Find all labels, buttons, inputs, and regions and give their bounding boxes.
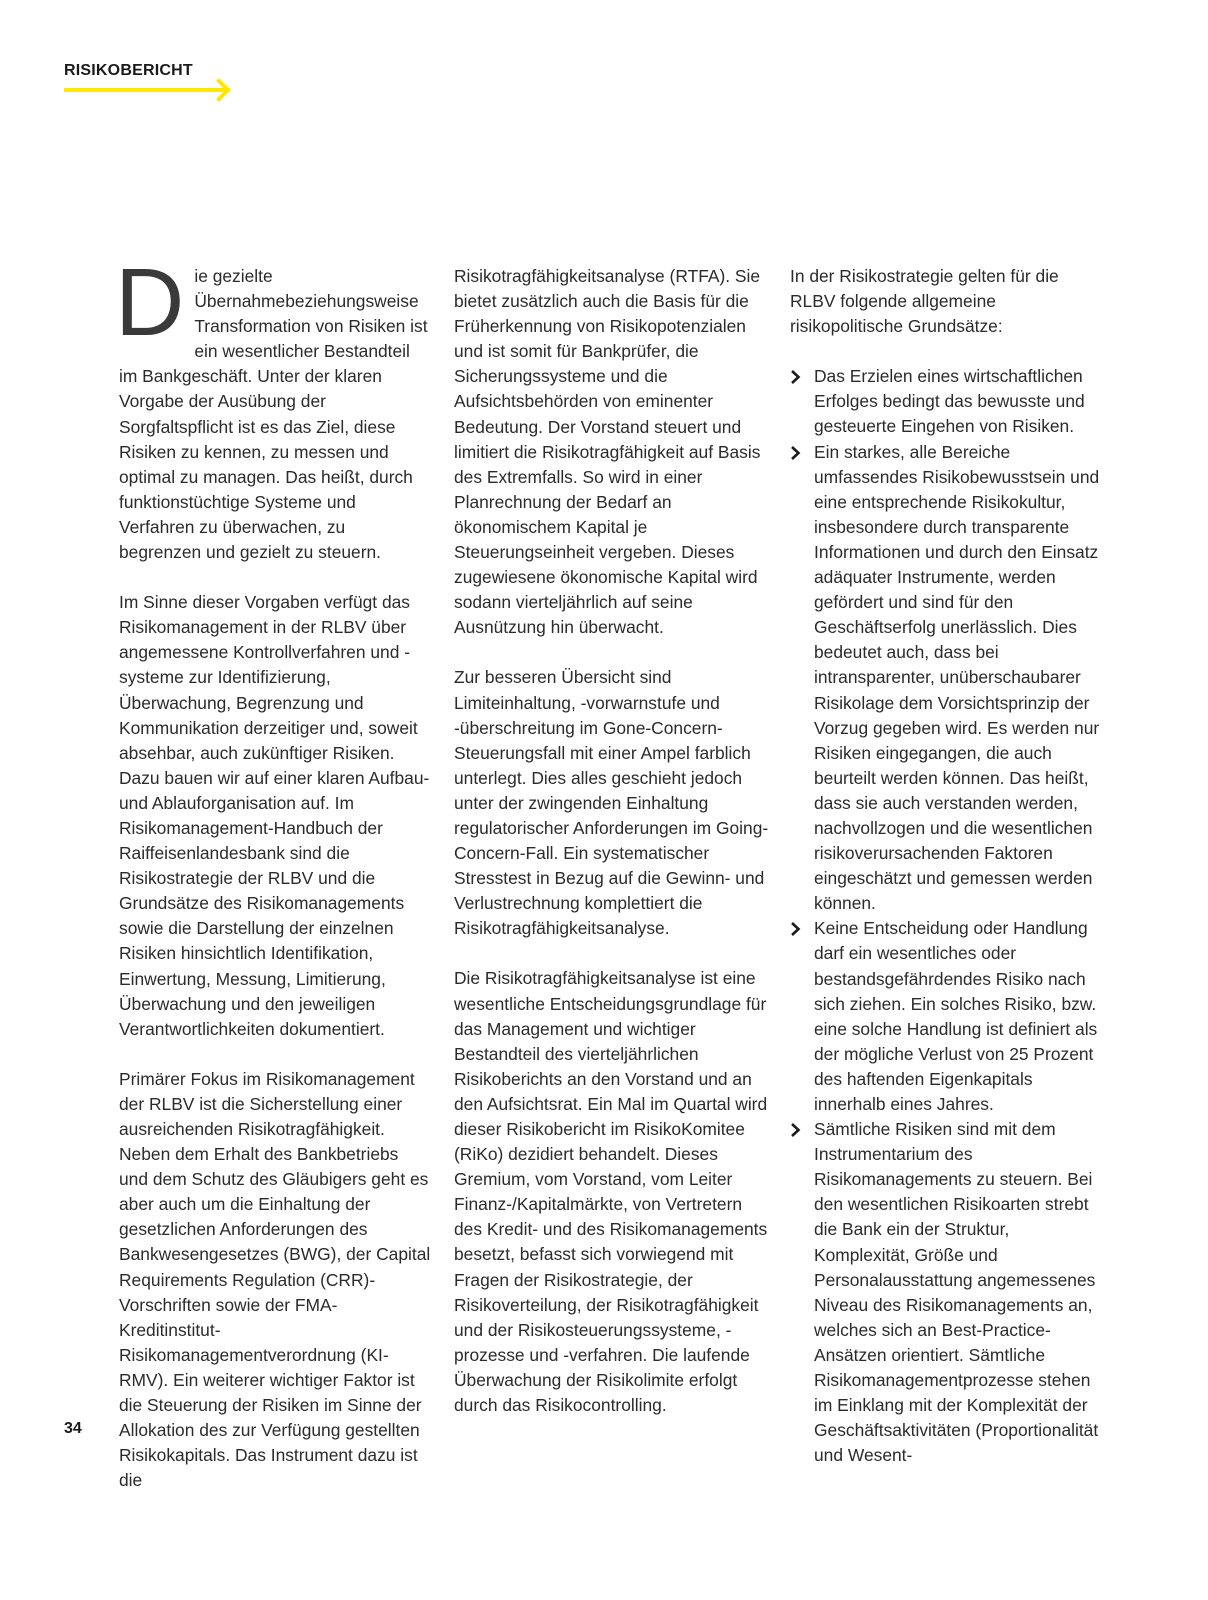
list-item: Das Erzielen eines wirtschaftlichen Erfolges bedingt das bewusste und gesteuerte Eingehen von Risiken.: [790, 364, 1108, 439]
paragraph: Die Risikotragfähigkeitsanalyse ist eine wesentliche Entscheidungsgrundlage für das Management und wichtiger Bestandteil des vierteljährlichen Risikoberichts an den Vorstand und an den Aufsichtsrat. Ein Mal im Quartal wird dieser Risikobericht im RisikoKomitee (RiKo) dezidiert behandelt. Dieses Gremium, vom Vorstand, vom Leiter Finanz-/Kapitalmärkte, von Vertretern des Kredit- und des Risikomanagements besetzt, befasst sich vorwiegend mit Fragen der Risikostrategie, der Risikoverteilung, der Risikotragfähigkeit und der Risikosteuerungssysteme, -prozesse und -verfahren. Die laufende Überwachung der Risikolimite erfolgt durch das Risikocontrolling.: [454, 968, 768, 1416]
paragraph: Zur besseren Übersicht sind Limiteinhaltung, -vorwarnstufe und -überschreitung im Gone-Concern-Steuerungsfall mit einer Ampel farblich unterlegt. Dies alles geschieht jedoch unter der zwingenden Einhaltung regulatorischer Anforderungen im Going-Concern-Fall. Ein systematischer Stresstest in Bezug auf die Gewinn- und Verlustrechnung komplettiert die Risikotragfähigkeitsanalyse.: [454, 667, 769, 939]
header-underline: [64, 88, 206, 92]
text-column-3: [790, 264, 1108, 1468]
section-label: RISIKOBERICHT: [64, 62, 193, 79]
chevron-right-icon: [790, 446, 801, 460]
paragraph: Im Sinne dieser Vorgaben verfügt das Risikomanagement in der RLBV über angemessene Kontrollverfahren und -systeme zur Identifizierung, Überwachung, Begrenzung und Kommunikation derzeitiger und, soweit absehbar, auch zukünftiger Risiken. Dazu bauen wir auf einer klaren Aufbau- und Ablauforganisation auf. Im Risikomanagement-Handbuch der Raiffeisenlandesbank sind die Risikostrategie der RLBV und die Grundsätze des Risikomanagements sowie die Darstellung der einzelnen Risiken hinsichtlich Identifikation, Einwertung, Messung, Limitierung, Überwachung und den jeweiligen Verantwortlichkeiten dokumentiert.: [119, 592, 430, 1039]
section-header: [64, 62, 193, 80]
paragraph: Risikotragfähigkeitsanalyse (RTFA). Sie bietet zusätzlich auch die Basis für die Früherkennung von Risikopotenzialen und ist somit für Bankprüfer, die Sicherungssysteme und die Aufsichtsbehörden von eminenter Bedeutung. Der Vorstand steuert und limitiert die Risikotragfähigkeit auf Basis des Extremfalls. So wird in einer Planrechnung der Bedarf an ökonomischem Kapital je Steuerungseinheit vergeben. Dieses zugewiesene ökonomische Kapital wird sodann vierteljährlich auf seine Ausnützung hin überwacht.: [454, 266, 761, 638]
paragraph: In der Risikostrategie gelten für die RLBV folgende allgemeine risikopolitische Grundsätze:: [790, 266, 1059, 337]
text-column-2: [454, 264, 770, 1418]
list-item: Ein starkes, alle Bereiche umfassendes Risikobewusstsein und eine entsprechende Risikokultur, insbesondere durch transparente Informationen und durch den Einsatz adäquater Instrumente, werden gefördert und sind für den Geschäftserfolg unerlässlich. Dies bedeutet auch, dass bei intransparenter, unüberschaubarer Risikolage dem Vorsichtsprinzip der Vorzug gegeben wird. Es werden nur Risiken eingegangen, die auch beurteilt werden können. Das heißt, dass sie auch verstanden werden, nachvollzogen und die wesentlichen risikoverursachenden Faktoren eingeschätzt und gemessen werden können.: [790, 440, 1108, 917]
chevron-right-icon: [790, 922, 801, 936]
paragraph: Die gezielte Übernahmebeziehungsweise Transformation von Risiken ist ein wesentlicher Bestandteil im Bankgeschäft. Unter der klaren Vorgabe der Ausübung der Sorgfaltspflicht ist es das Ziel, diese Risiken zu kennen, zu messen und optimal zu managen. Das heißt, durch funktionstüchtige Systeme und Verfahren zu überwachen, zu begrenzen und gezielt zu steuern.: [115, 249, 428, 563]
arrow-right-icon: [206, 76, 232, 104]
chevron-right-icon: [790, 1123, 801, 1137]
page-number: 34: [64, 1420, 82, 1437]
text-column-1: [115, 249, 431, 1493]
paragraph: Primärer Fokus im Risikomanagement der RLBV ist die Sicherstellung einer ausreichenden Risikotragfähigkeit. Neben dem Erhalt des Bankbetriebs und dem Schutz des Gläubigers geht es aber auch um die Einhaltung der gesetzlichen Anforderungen des Bankwesengesetzes (BWG), der Capital Requirements Regulation (CRR)-Vorschriften sowie der FMA-Kreditinstitut-Risikomanagementverordnung (KI-RMV). Ein weiterer wichtiger Faktor ist die Steuerung der Risiken im Sinne der Allokation des zur Verfügung gestellten Risikokapitals. Das Instrument dazu ist die: [119, 1068, 431, 1491]
chevron-right-icon: [790, 370, 801, 384]
list-item: Keine Entscheidung oder Handlung darf ein wesentliches oder bestandsgefährdendes Risiko nach sich ziehen. Ein solches Risiko, bzw. eine solche Handlung ist definiert als der mögliche Verlust von 25 Prozent des haftenden Eigenkapitals innerhalb eines Jahres.: [790, 916, 1108, 1117]
list-item: Sämtliche Risiken sind mit dem Instrumentarium des Risikomanagements zu steuern. Bei den wesentlichen Risikoarten strebt die Bank ein der Struktur, Komplexität, Größe und Personalausstattung angemessenes Niveau des Risikomanagements an, welches sich an Best-Practice-Ansätzen orientiert. Sämtliche Risikomanagementprozesse stehen im Einklang mit der Komplexität der Geschäftsaktivitäten (Proportionalität und Wesent-: [790, 1117, 1108, 1468]
drop-cap: D: [115, 249, 185, 356]
principles-list: [790, 364, 1108, 1468]
